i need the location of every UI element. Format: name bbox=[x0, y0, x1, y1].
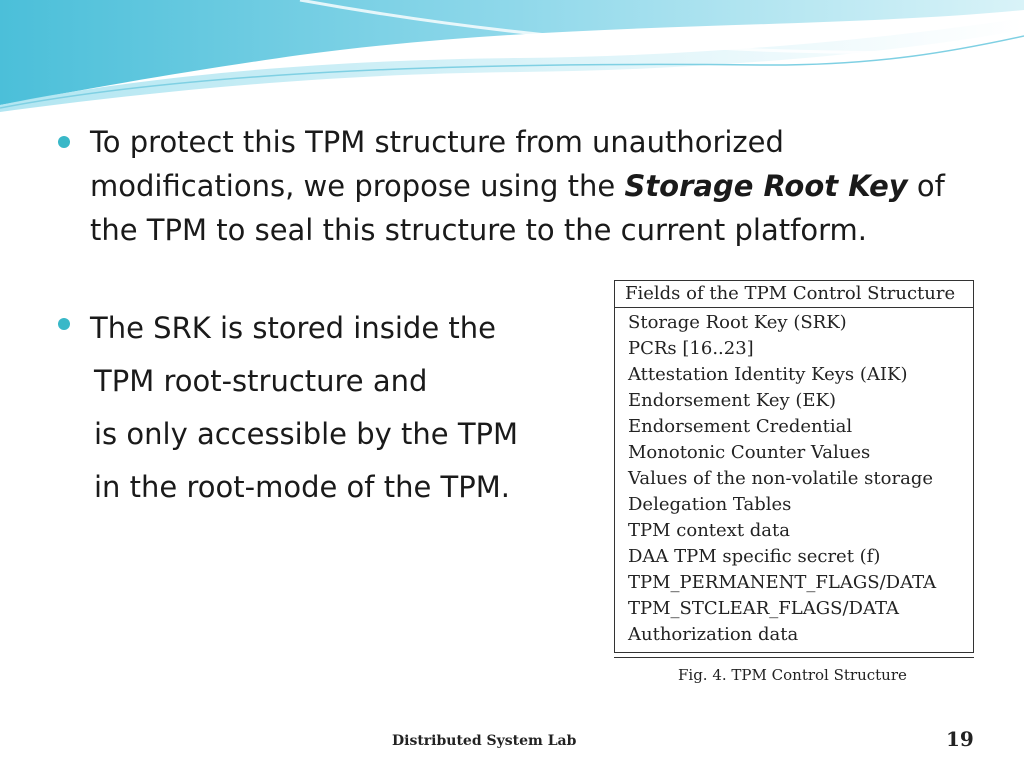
caption-divider bbox=[614, 657, 974, 658]
bullet-line: in the root-mode of the TPM. bbox=[94, 470, 510, 504]
bullet-item bbox=[58, 120, 978, 252]
page-number: 19 bbox=[946, 727, 974, 751]
bullet-line: The SRK is stored inside the bbox=[90, 311, 496, 345]
bullet-dot-icon bbox=[58, 136, 70, 148]
bullet-text-emphasis: Storage Root Key bbox=[624, 169, 908, 203]
figure-caption: Fig. 4. TPM Control Structure bbox=[678, 666, 907, 684]
table-row: TPM context data bbox=[628, 520, 790, 541]
table-body bbox=[615, 308, 973, 652]
tpm-control-structure-figure bbox=[614, 280, 974, 686]
fields-table bbox=[614, 280, 974, 653]
table-row: Storage Root Key (SRK) bbox=[628, 312, 847, 333]
table-row: Delegation Tables bbox=[628, 494, 792, 515]
table-row: Endorsement Credential bbox=[628, 416, 853, 437]
bullet-line: is only accessible by the TPM bbox=[94, 417, 519, 451]
table-row: PCRs [16..23] bbox=[628, 338, 754, 359]
table-row: Values of the non-volatile storage bbox=[628, 468, 933, 489]
header-wave-decoration bbox=[0, 0, 1024, 120]
table-row: Monotonic Counter Values bbox=[628, 442, 871, 463]
table-header: Fields of the TPM Control Structure bbox=[615, 281, 973, 308]
table-row: TPM_PERMANENT_FLAGS/DATA bbox=[628, 572, 937, 593]
bullet-line: TPM root-structure and bbox=[94, 364, 428, 398]
bullet-text-pre: To protect this TPM structure from unauthorized modifications, we propose using the bbox=[90, 125, 784, 203]
table-row: Attestation Identity Keys (AIK) bbox=[628, 364, 908, 385]
bullet-text-post: of the TPM to seal this structure to the current platform. bbox=[90, 169, 945, 247]
table-row: DAA TPM specific secret (f) bbox=[628, 546, 881, 567]
table-row: Endorsement Key (EK) bbox=[628, 390, 836, 411]
table-row: TPM_STCLEAR_FLAGS/DATA bbox=[628, 598, 899, 619]
bullet-dot-icon bbox=[58, 318, 70, 330]
table-row: Authorization data bbox=[628, 624, 799, 645]
footer-label: Distributed System Lab bbox=[392, 733, 577, 749]
